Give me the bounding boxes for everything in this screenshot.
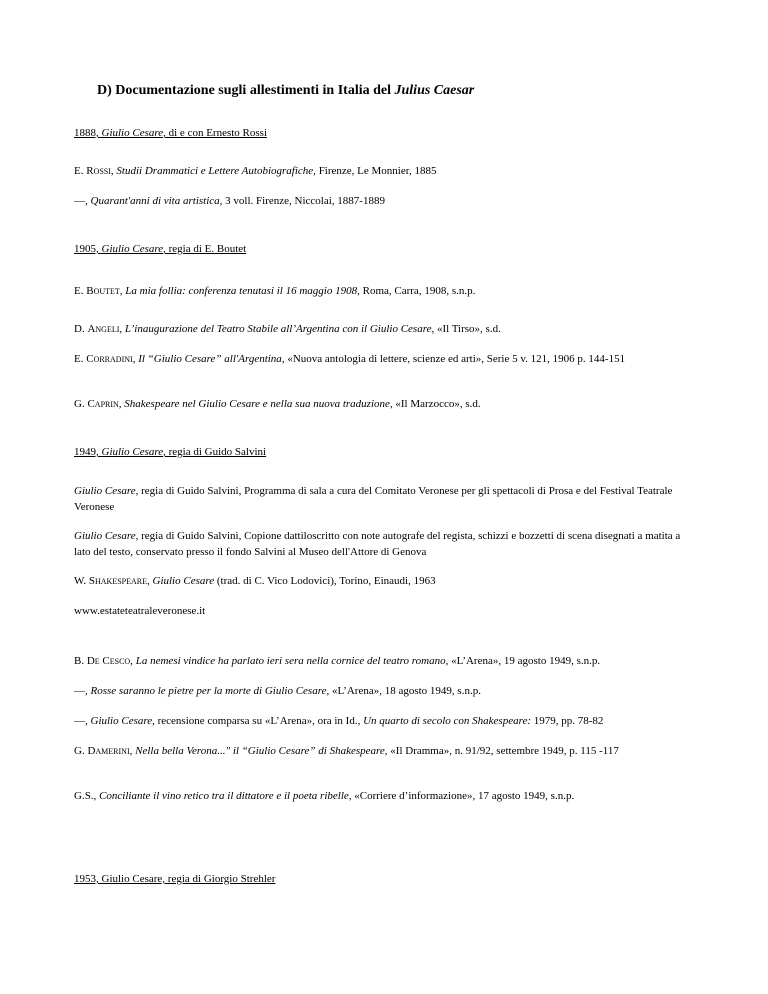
author-name: Caprin — [87, 398, 119, 410]
page-title — [97, 83, 474, 99]
author-name: Corradini — [86, 353, 133, 365]
section-heading-1949: 1949, Giulio Cesare, regia di Guido Salvini — [74, 446, 267, 458]
bibliography-entry: G.S., Conciliante il vino retico tra il dittatore e il poeta ribelle, «Corriere d’informazione», 17 agosto 1949, s.n.p. — [74, 790, 575, 802]
bibliography-entry: G. Damerini, Nella bella Verona..." il “Giulio Cesare” di Shakespeare, «Il Dramma», n. 91/92, settembre 1949, p. 115 -117 — [74, 745, 619, 757]
title-italic: Julius Caesar — [394, 83, 475, 98]
bibliography-entry: D. Angeli, L’inaugurazione del Teatro Stabile all’Argentina con il Giulio Cesare, «Il Tirso», s.d. — [74, 323, 501, 335]
website-url: www.estateteatraleveronese.it — [74, 605, 206, 617]
section-heading-1888: 1888, Giulio Cesare, di e con Ernesto Rossi — [74, 127, 268, 139]
bibliography-entry: B. De Cesco, La nemesi vindice ha parlato ieri sera nella cornice del teatro romano, «L’Arena», 19 agosto 1949, s.n.p. — [74, 655, 601, 667]
bibliography-entry: —, Giulio Cesare, recensione comparsa su «L’Arena», ora in Id., Un quarto di secolo con Shakespeare: 1979, pp. 78-82 — [74, 715, 604, 727]
bibliography-entry: W. Shakespeare, Giulio Cesare (trad. di C. Vico Lodovici), Torino, Einaudi, 1963 — [74, 575, 436, 587]
section-heading-1953: 1953, Giulio Cesare, regia di Giorgio Strehler — [74, 873, 276, 885]
title-prefix: D) Documentazione sugli allestimenti in Italia del — [97, 83, 395, 98]
bibliography-entry: —, Rosse saranno le pietre per la morte di Giulio Cesare, «L’Arena», 18 agosto 1949, s.n.p. — [74, 685, 481, 697]
author-name: Angeli — [87, 323, 120, 335]
bibliography-entry: Giulio Cesare, regia di Guido Salvini, Programma di sala a cura del Comitato Veronese per gli spettacoli di Prosa e del Festival Teatrale Veronese — [74, 485, 673, 513]
author-name: Shakespeare — [88, 575, 147, 587]
author-name: Damerini — [87, 745, 130, 757]
section-heading-1905: 1905, Giulio Cesare, regia di E. Boutet — [74, 243, 247, 255]
author-name: Boutet — [86, 285, 120, 297]
author-name: De Cesco — [86, 655, 131, 667]
bibliography-entry: E. Corradini, Il “Giulio Cesare” all'Argentina, «Nuova antologia di lettere, scienze ed arti», Serie 5 v. 121, 1906 p. 144-151 — [74, 353, 626, 365]
bibliography-entry: —, Quarant'anni di vita artistica, 3 voll. Firenze, Niccolai, 1887-1889 — [74, 195, 385, 207]
bibliography-entry: E. Boutet, La mia follia: conferenza tenutasi il 16 maggio 1908, Roma, Carra, 1908, s.n.p. — [74, 285, 476, 297]
bibliography-entry: E. Rossi, Studii Drammatici e Lettere Autobiografiche, Firenze, Le Monnier, 1885 — [74, 165, 437, 177]
bibliography-entry: Giulio Cesare, regia di Guido Salvini, Copione dattiloscritto con note autografe del regista, schizzi e bozzetti di scena disegnati a matita a lato del testo, conservato presso il fondo Salvini al Museo dell'Attore di Genova — [74, 530, 681, 558]
author-name: Rossi — [86, 165, 111, 177]
bibliography-entry: G. Caprin, Shakespeare nel Giulio Cesare e nella sua nuova traduzione, «Il Marzocco», s.d. — [74, 398, 481, 410]
